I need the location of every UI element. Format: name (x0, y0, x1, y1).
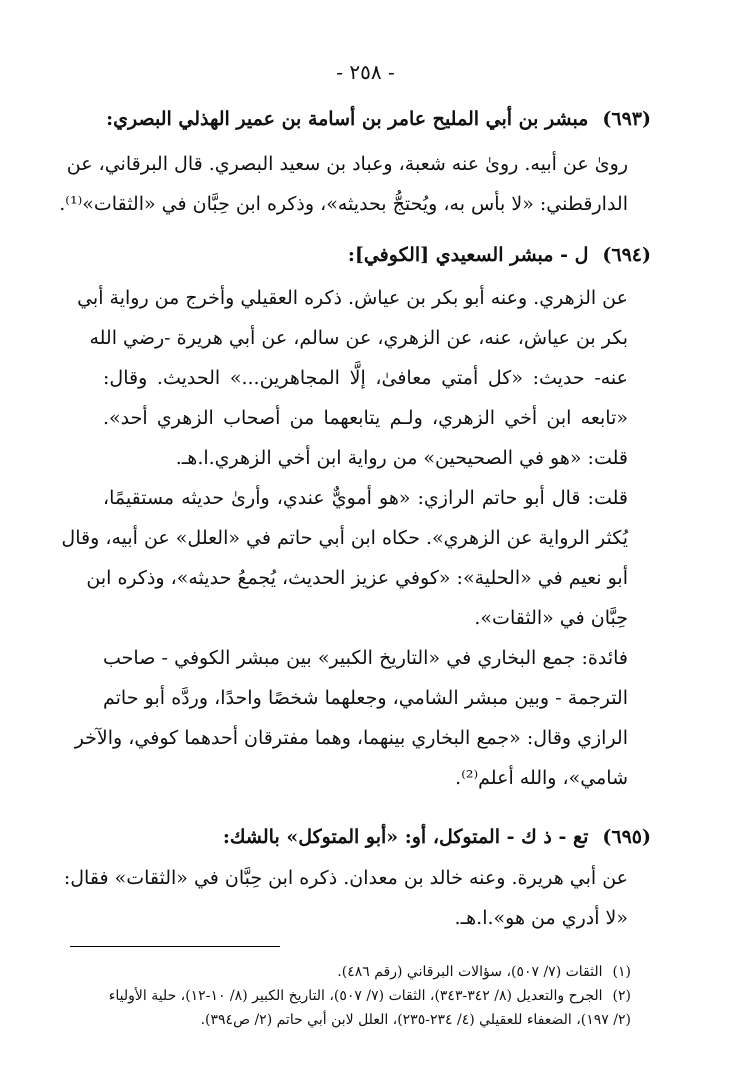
entry-heading-695 (91, 826, 651, 848)
text-line: قلت: قال أبو حاتم الرازي: «هو أمويٌّ عندي، وأرىٰ حديثه مستقيمًا، (103, 487, 628, 509)
text-line: الدارقطني: «لا بأس به، ويُحتجُّ بحديثه»، وذكره ابن حِبَّان في «الثقات»⁽¹⁾. (59, 193, 628, 215)
entry-title: ل - مبشر السعيدي [الكوفي]: (347, 244, 589, 266)
entry-number: (٦٩٥) (602, 826, 651, 848)
text-line: أبو نعيم في «الحلية»: «كوفي عزيز الحديث، يُجمعُ حديثه»، وذكره ابن (86, 567, 628, 589)
entry-body-695 (63, 858, 628, 938)
footnote-text: الثقات (٧/ ٥٠٧)، سؤالات البرقاني (رقم ٤٨٦). (337, 964, 603, 980)
text-line: الترجمة - وبين مبشر الشامي، وجعلهما شخصًا واحدًا، وردَّه أبو حاتم (103, 687, 628, 709)
footnote-number: (٢) (612, 988, 631, 1004)
text-line: «تابعه ابن أخي الزهري، ولـم يتابعهما من أصحاب الزهري أحد». (103, 407, 628, 429)
text-line: عنه- حديث: «كل أمتي معافىٰ، إلَّا المجاهرين...» الحديث. وقال: (103, 367, 628, 389)
text-line: فائدة: جمع البخاري في «التاريخ الكبير» بين مبشر الكوفي - صاحب (103, 647, 628, 669)
text-line: روىٰ عن أبيه. روىٰ عنه شعبة، وعباد بن سعيد البصري. قال البرقاني، عن (66, 153, 628, 175)
footnotes (71, 960, 631, 1032)
entry-title: تع - ذ ك - المتوكل، أو: «أبو المتوكل» بالشك: (222, 826, 589, 848)
text-line: الرازي وقال: «جمع البخاري بينهما، وهما مفترقان أحدهما كوفي، والآخر (74, 727, 628, 749)
entry-number: (٦٩٣) (602, 108, 651, 130)
footnote-text: الجرح والتعديل (٨/ ٣٤٢-٣٤٣)، الثقات (٧/ ٥٠٧)، التاريخ الكبير (٨/ ١٠-١٢)، حلية الأولياء (108, 988, 603, 1004)
text-line: عن الزهري. وعنه أبو بكر بن عياش. ذكره العقيلي وأخرج من رواية أبي (77, 287, 628, 309)
entry-number: (٦٩٤) (602, 244, 651, 266)
footnote-text: (٢/ ١٩٧)، الضعفاء للعقيلي (٤/ ٢٣٤-٢٣٥)، العلل لابن أبي حاتم (٢/ ص٣٩٤). (200, 1012, 631, 1028)
footnote-number: (١) (612, 964, 631, 980)
text-line: قلت: «هو في الصحيحين» من رواية ابن أخي الزهري.ا.هـ. (175, 447, 628, 469)
text-line: «لا أدري من هو».ا.هـ. (454, 907, 628, 929)
text-line: عن أبي هريرة. وعنه خالد بن معدان. ذكره ابن حِبَّان في «الثقات» فقال: (63, 867, 628, 889)
footnote (71, 960, 631, 984)
entry-heading-693 (91, 108, 651, 130)
text-line: حِبَّان في «الثقات». (474, 607, 628, 629)
footnote-continuation (71, 1008, 631, 1032)
entry-body-694 (61, 278, 628, 798)
entry-title: مبشر بن أبي المليح عامر بن أسامة بن عمير الهذلي البصري: (106, 108, 589, 130)
text-line: شامي»، والله أعلم⁽²⁾. (455, 767, 628, 789)
text-line: يُكثر الرواية عن الزهري». حكاه ابن أبي حاتم في «العلل» عن أبيه، وقال (61, 527, 628, 549)
entry-body-693 (59, 144, 628, 224)
text-line: بكر بن عياش، عنه، عن الزهري، عن سالم، عن أبي هريرة -رضي الله (89, 327, 628, 349)
entry-heading-694 (91, 244, 651, 266)
footnote-divider (70, 946, 280, 947)
page-number: - ٢٥٨ - (336, 60, 395, 84)
footnote (71, 984, 631, 1008)
